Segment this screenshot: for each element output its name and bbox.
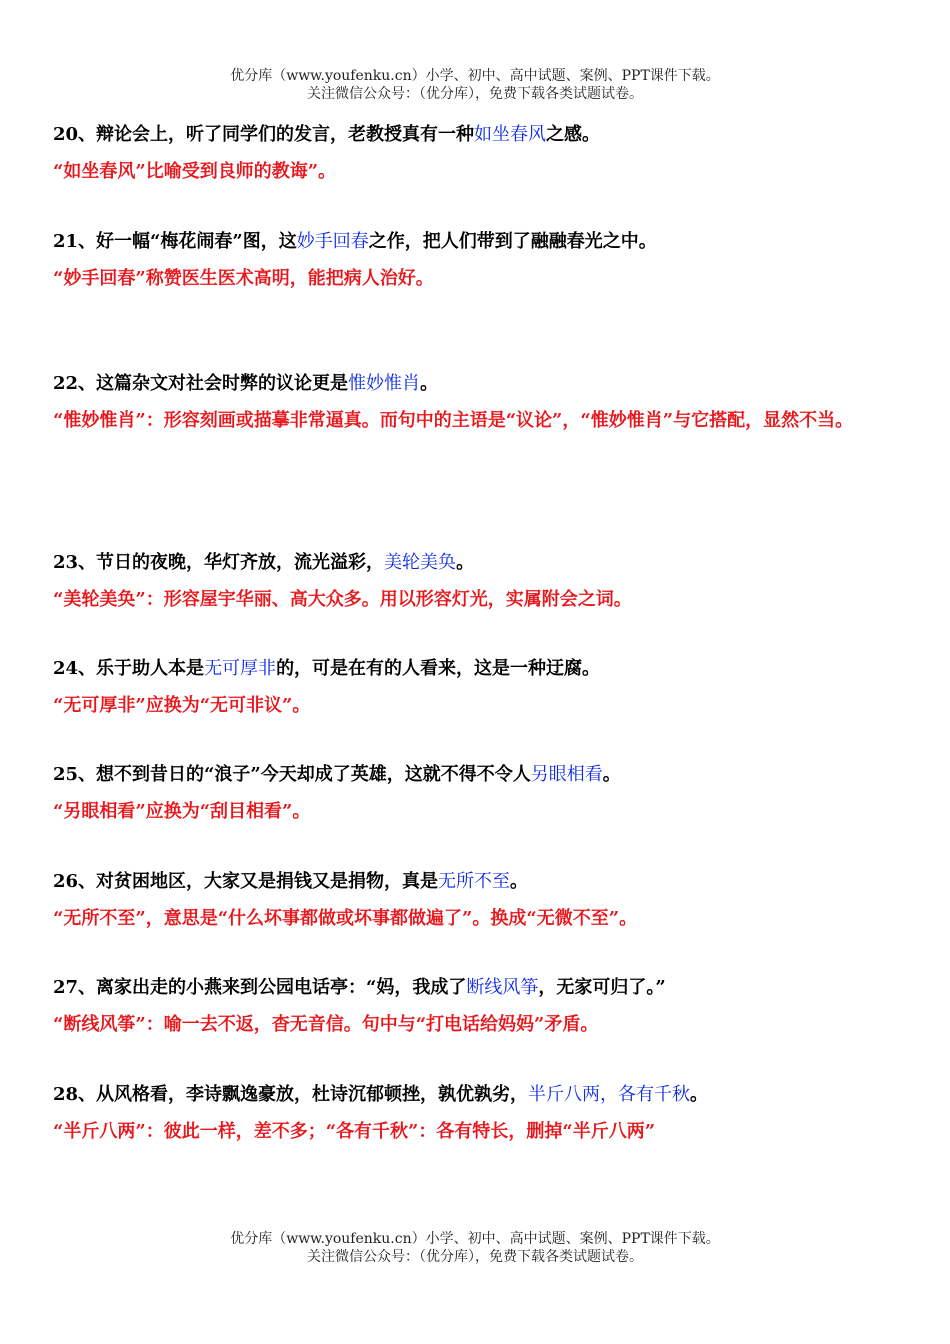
highlighted-idiom: 美轮美奂 [384, 552, 457, 573]
answer-text: “无所不至”，意思是“什么坏事都做或坏事都做遍了”。换成“无微不至”。 [53, 908, 638, 929]
highlighted-idiom: 半斤八两，各有千秋 [528, 1084, 691, 1105]
highlighted-idiom: 另眼相看 [530, 764, 603, 785]
question-item-26 [53, 864, 898, 937]
highlighted-idiom: 惟妙惟肖 [348, 373, 421, 394]
question-text: 24、乐于助人本是无可厚非的，可是在有的人看来，这是一种迂腐。 [53, 658, 601, 679]
answer-text: “断线风筝”：喻一去不返，杳无音信。句中与“打电话给妈妈”矛盾。 [53, 1014, 599, 1035]
highlighted-idiom: 断线风筝 [466, 977, 539, 998]
question-text: 25、想不到昔日的“浪子”今天却成了英雄，这就不得不令人另眼相看。 [53, 764, 621, 785]
question-item-24 [53, 651, 898, 724]
answer-text: “惟妙惟肖”：形容刻画或描摹非常逼真。而句中的主语是“议论”，“惟妙惟肖”与它搭配，显然不当。 [53, 410, 854, 431]
highlighted-idiom: 无可厚非 [204, 658, 277, 679]
question-text: 27、离家出走的小燕来到公园电话亭：“妈，我成了断线风筝，无家可归了。” [53, 977, 666, 998]
question-item-25 [53, 757, 898, 830]
question-text: 20、辩论会上，听了同学们的发言，老教授真有一种如坐春风之感。 [53, 124, 601, 145]
question-item-22 [53, 366, 898, 439]
question-text: 23、节日的夜晚，华灯齐放，流光溢彩，美轮美奂。 [53, 552, 475, 573]
answer-text: “如坐春风”比喻受到良师的教诲”。 [53, 161, 337, 182]
question-item-28 [53, 1077, 898, 1150]
answer-text: “另眼相看”应换为“刮目相看”。 [53, 801, 311, 822]
footer-line-1: 优分库（www.youfenku.cn）小学、初中、高中试题、案例、PPT课件下载。 [230, 1231, 720, 1247]
question-text: 21、好一幅“梅花闹春”图，这妙手回春之作，把人们带到了融融春光之中。 [53, 231, 657, 252]
question-item-20 [53, 117, 898, 190]
question-item-27 [53, 970, 898, 1043]
question-item-23 [53, 545, 898, 618]
question-text: 26、对贫困地区，大家又是捐钱又是捐物，真是无所不至。 [53, 871, 529, 892]
question-text: 28、从风格看，李诗飘逸豪放，杜诗沉郁顿挫，孰优孰劣，半斤八两，各有千秋。 [53, 1084, 709, 1105]
answer-text: “妙手回春”称赞医生医术高明，能把病人治好。 [53, 268, 434, 289]
question-item-21 [53, 224, 898, 297]
question-text: 22、这篇杂文对社会时弊的议论更是惟妙惟肖。 [53, 373, 439, 394]
answer-text: “半斤八两”：彼此一样，差不多；“各有千秋”：各有特长，删掉“半斤八两” [53, 1121, 656, 1142]
header-line-2: 关注微信公众号：（优分库），免费下载各类试题试卷。 [307, 86, 643, 102]
highlighted-idiom: 无所不至 [438, 871, 511, 892]
answer-text: “无可厚非”应换为“无可非议”。 [53, 695, 311, 716]
answer-text: “美轮美奂”：形容屋宇华丽、高大众多。用以形容灯光，实属附会之词。 [53, 589, 632, 610]
highlighted-idiom: 如坐春风 [474, 124, 547, 145]
page-header [0, 67, 950, 103]
page-footer [0, 1230, 950, 1266]
header-line-1: 优分库（www.youfenku.cn）小学、初中、高中试题、案例、PPT课件下载。 [230, 68, 720, 84]
highlighted-idiom: 妙手回春 [296, 231, 369, 252]
footer-line-2: 关注微信公众号：（优分库），免费下载各类试题试卷。 [307, 1249, 643, 1265]
